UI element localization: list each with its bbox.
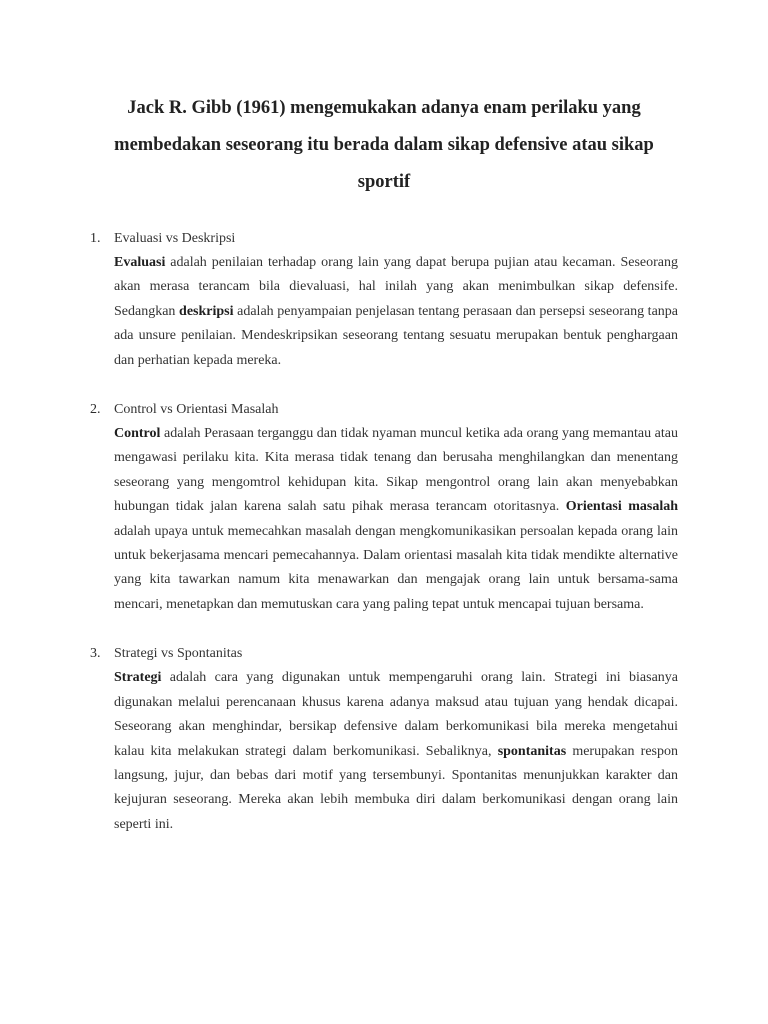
section-list — [90, 227, 678, 837]
section-strategi-spontanitas — [90, 642, 678, 837]
title-line-1: Jack R. Gibb (1961) mengemukakan adanya enam perilaku yang — [127, 98, 641, 118]
paragraph-text: merupakan respon langsung, jujur, dan bebas dari motif yang tersembunyi. Spontanitas menunjukkan karakter dan kejujuran seseorang. Mereka akan lebih membuka diri dalam berkomunikasi dengan orang lain seperti ini. — [114, 743, 678, 832]
section-number: 1. — [90, 231, 101, 246]
paragraph-text: adalah penyampaian penjelasan tentang perasaan dan persepsi seseorang tanpa ada unsure penilaian. Mendeskripsikan seseorang tentang sesuatu merupakan bentuk penghargaan dan perhatian kepada mereka. — [114, 303, 679, 368]
section-heading: Evaluasi vs Deskripsi — [114, 231, 236, 246]
document-title — [90, 90, 678, 201]
section-heading: Control vs Orientasi Masalah — [114, 402, 279, 418]
section-heading: Strategi vs Spontanitas — [114, 646, 243, 662]
section-number: 2. — [90, 402, 101, 418]
paragraph-text: adalah Perasaan terganggu dan tidak nyaman muncul ketika ada orang yang memantau atau mengawasi perilaku kita. Kita merasa tidak tenang dan berusaha menghilangkan dan menentang seseorang yang mengomtrol kehidupan kita. Sikap mengontrol orang lain akan menyebabkan hubungan tidak jalan karena salah satu pihak merasa terancam otoritasnya. — [114, 426, 678, 515]
section-paragraph — [114, 251, 678, 373]
term-evaluasi: Evaluasi — [114, 255, 166, 270]
term-spontanitas: spontanitas — [497, 743, 567, 759]
paragraph-text: adalah penilaian terhadap orang lain yang dapat berupa pujian atau kecaman. Seseorang akan merasa terancam bila dievaluasi, hal inilah yang akan menimbulkan sikap defensife. Sedangkan — [114, 255, 678, 319]
title-line-3: sportif — [357, 172, 411, 192]
section-paragraph — [114, 666, 678, 837]
section-number: 3. — [90, 646, 101, 662]
paragraph-text: adalah cara yang digunakan untuk mempengaruhi orang lain. Strategi ini biasanya digunakan melalui perencanaan khusus karena adanya maksud atau tujuan yang hendak dicapai. Seseorang akan menghindar, bersikap defensive dalam berkomunikasi bila mereka mengetahui kalau kita melakukan strategi dalam berkomunikasi. Sebaliknya, — [114, 670, 678, 759]
section-paragraph — [114, 422, 678, 617]
section-evaluasi-deskripsi — [90, 227, 678, 373]
paragraph-text: adalah upaya untuk memecahkan masalah dengan mengkomunikasikan persoalan kepada orang lain untuk bekerjasama mencari pemecahannya. Dalam orientasi masalah kita tidak mendikte alternative yang kita tawarkan namum kita menawarkan dan mengajak orang lain untuk bersama-sama mencari, menetapkan dan memutuskan cara yang paling tepat untuk mencapai tujuan bersama. — [114, 523, 678, 612]
term-control: Control — [114, 426, 161, 442]
term-orientasi-masalah: Orientasi masalah — [565, 499, 678, 515]
term-strategi: Strategi — [114, 670, 162, 686]
section-control-orientasi-masalah — [90, 398, 678, 617]
title-line-2: membedakan seseorang itu berada dalam sikap defensive atau sikap — [114, 135, 654, 155]
term-deskripsi: deskripsi — [179, 303, 234, 319]
